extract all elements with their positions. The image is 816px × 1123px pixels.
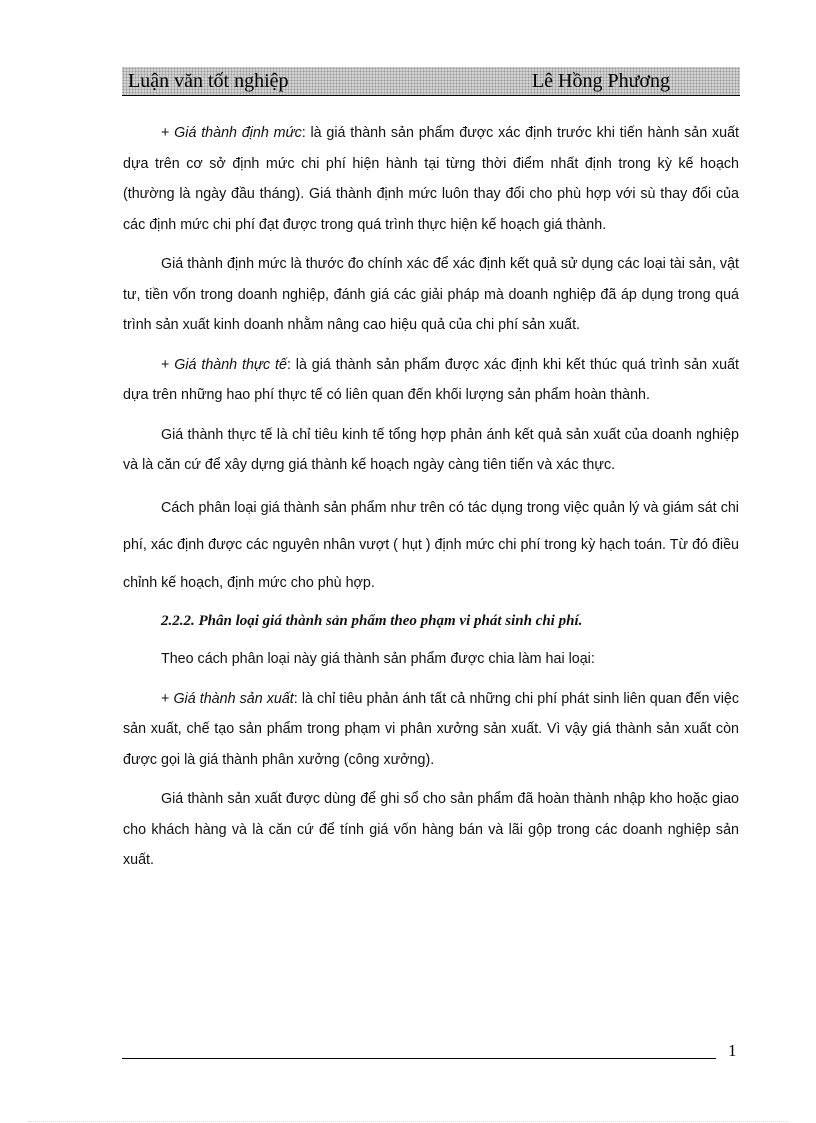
bullet-marker: + [161,356,175,373]
term-actual-cost: Giá thành thực tế [174,356,287,373]
paragraph-standard-cost-definition [123,118,739,240]
paragraph-actual-cost-definition [123,350,739,411]
section-heading-2-2-2: 2.2.2. Phân loại giá thành sản phẩm theo phạm vi phát sinh chi phí. [161,613,583,629]
term-production-cost: Giá thành sản xuất [173,690,294,707]
footer-rule [122,1058,716,1059]
paragraph-production-cost-usage [123,784,739,876]
paragraph-text: Giá thành sản xuất được dùng để ghi sổ cho sản phẩm đã hoàn thành nhập kho hoặc giao cho khách hàng và là căn cứ để tính giá vốn hàng bán và lãi gộp trong các doanh nghiệp sản xuất. [123,791,739,868]
paragraph-text: Cách phân loại giá thành sản phẩm như trên có tác dụng trong việc quản lý và giám sát chi phí, xác định được các nguyên nhân vượt ( hụt ) định mức chi phí trong kỳ hạch toán. Từ đó điều chỉnh kế hoạch, định mức cho phù hợp. [123,499,739,591]
page-number: 1 [728,1041,737,1060]
document-body [123,118,739,885]
paragraph-text: : là giá thành sản phẩm được xác định khi kết thúc quá trình sản xuất dựa trên những hao phí thực tế có liên quan đến khối lượng sản phẩm hoàn thành. [123,356,740,403]
paragraph-text: Theo cách phân loại này giá thành sản phẩm được chia làm hai loại: [161,651,595,667]
paragraph-text: : là giá thành sản phẩm được xác định trước khi tiến hành sản xuất dựa trên cơ sở định mức chi phí hiện hành tại từng thời điểm nhất định trong kỳ kế hoạch (thường là ngày đầu tháng). Giá thành định mức luôn thay đổi cho phù hợp với sù thay đổi của các định mức chi phí đạt được trong quá trình thực hiện kế hoạch giá thành. [123,125,739,233]
paragraph-text: Giá thành định mức là thước đo chính xác để xác định kết quả sử dụng các loại tài sản, vật tư, tiền vốn trong doanh nghiệp, đánh giá các giải pháp mà doanh nghiệp đã áp dụng trong quá trình sản xuất kinh doanh nhằm nâng cao hiệu quả của chi phí sản xuất. [123,256,739,333]
paragraph-classification-effect [123,490,739,603]
paragraph-text: Giá thành thực tế là chỉ tiêu kinh tế tổng hợp phản ánh kết quả sản xuất của doanh nghiệp và là căn cứ để xây dựng giá thành kế hoạch ngày càng tiên tiến và xác thực. [123,426,739,473]
paragraph-actual-cost-role [123,420,739,481]
bullet-marker: + [161,690,174,707]
page-header [122,67,740,96]
header-author-name: Lê Hồng Phương [531,70,670,92]
page-edge-divider [28,1121,788,1122]
term-standard-cost: Giá thành định mức [174,125,302,141]
header-thesis-title: Luận văn tốt nghiệp [128,70,289,92]
bullet-marker: + [161,125,175,141]
paragraph-standard-cost-role [123,249,739,341]
paragraph-text: : là chỉ tiêu phản ánh tất cả những chi phí phát sinh liên quan đến việc sản xuất, chế tạo sản phẩm trong phạm vi phân xưởng sản xuất. Vì vậy giá thành sản xuất còn được gọi là giá thành phân xưởng (công xưởng). [123,690,739,768]
paragraph-production-cost-definition [123,684,739,776]
paragraph-two-types-intro [123,644,739,675]
